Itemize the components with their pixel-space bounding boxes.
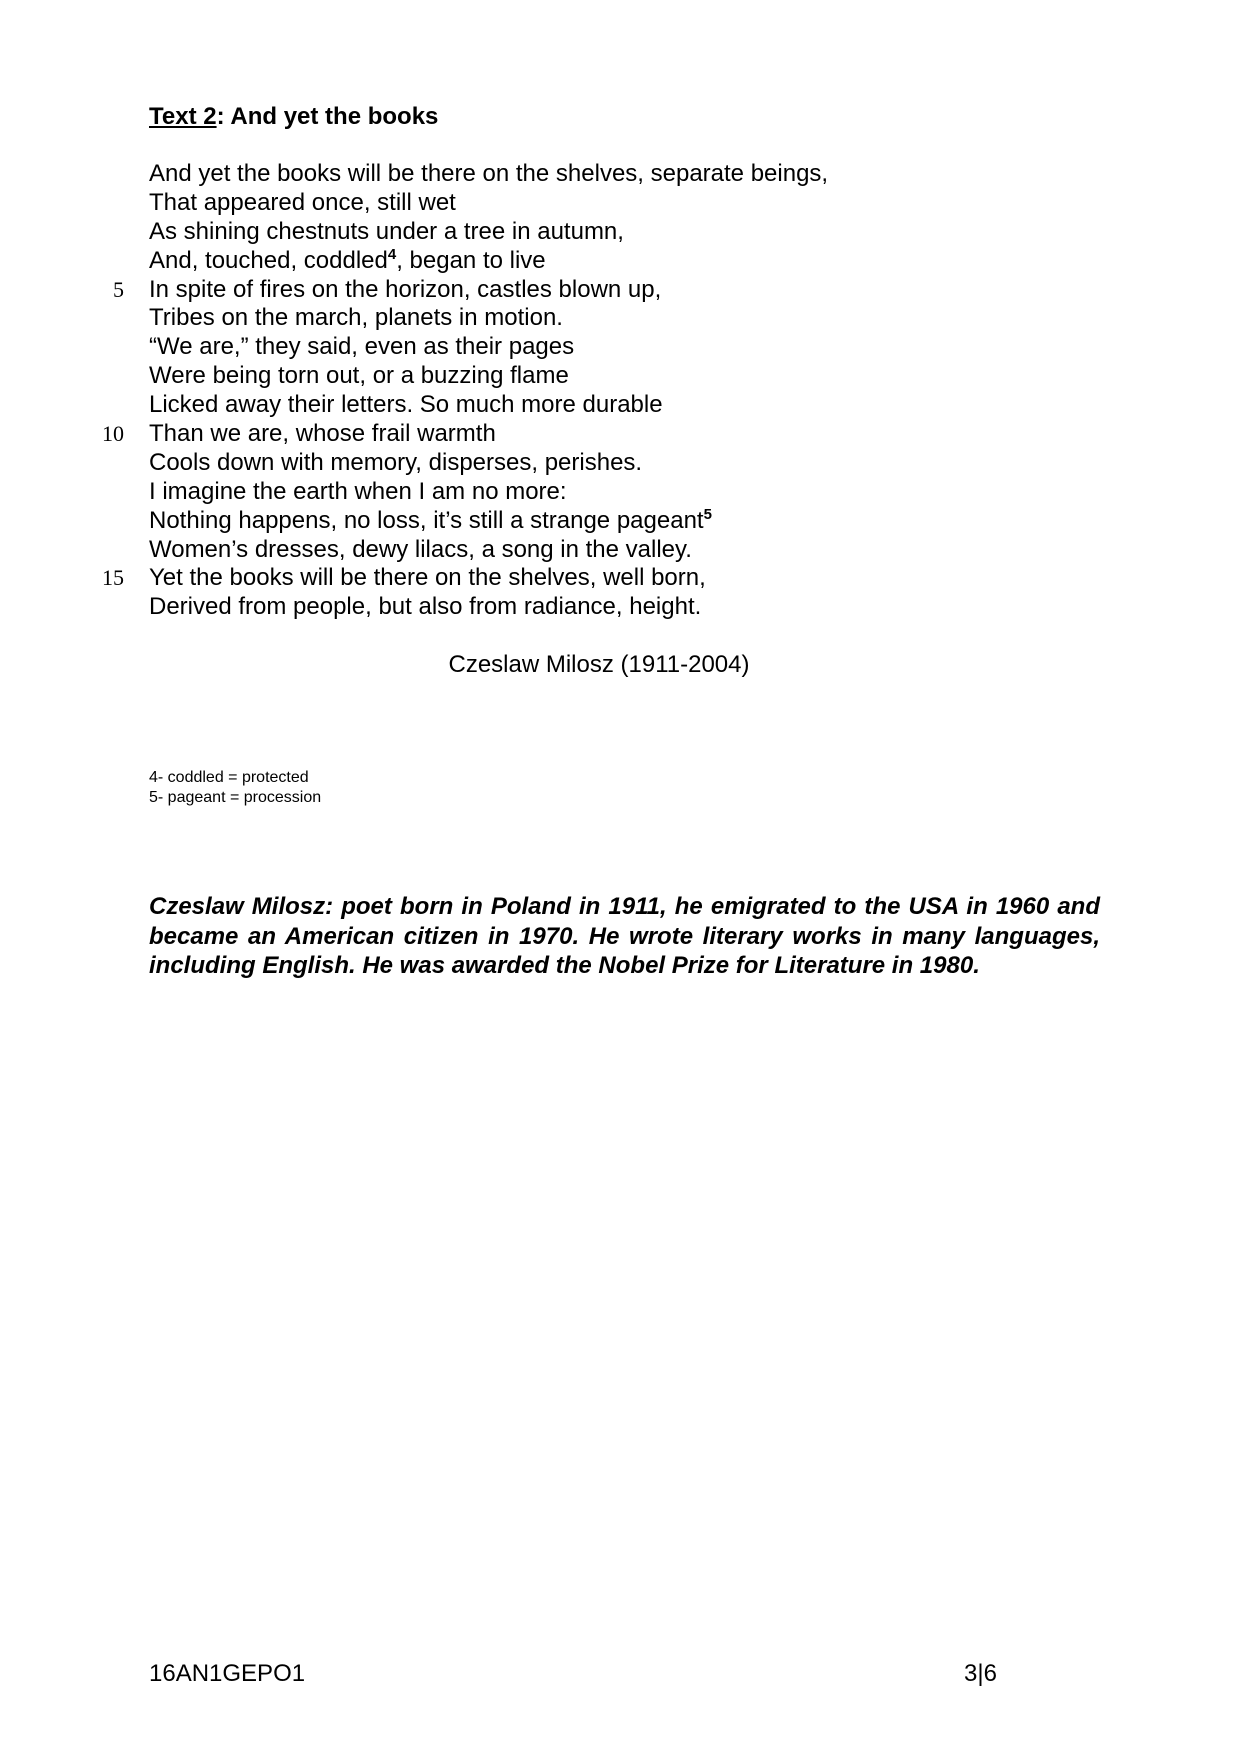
exam-code: 16AN1GEPO1 <box>149 1660 306 1687</box>
poem-line <box>149 449 1049 478</box>
poem-line <box>149 304 1049 333</box>
poem-line <box>113 275 1049 305</box>
poem-line <box>149 362 1049 391</box>
poem-line <box>149 247 1049 276</box>
text-heading <box>149 102 438 132</box>
poem-line <box>149 507 1049 536</box>
poem-line <box>149 189 1049 218</box>
footnote-5: 5- pageant = procession <box>149 788 322 806</box>
line-number: 10 <box>102 421 124 447</box>
heading-separator: : <box>216 103 225 130</box>
line-text: Licked away their letters. So much more durable <box>149 391 663 419</box>
footnote-marker-4: 4 <box>387 245 397 263</box>
line-text <box>149 507 712 534</box>
poem-line <box>149 160 1049 189</box>
line-text: Derived from people, but also from radiance, height. <box>149 593 702 621</box>
poem-line <box>149 391 1049 420</box>
poem-title: And yet the books <box>230 103 439 130</box>
footnote-4: 4- coddled = protected <box>149 769 309 786</box>
footnote-marker-5: 5 <box>703 505 712 523</box>
poem-line <box>102 564 1049 593</box>
poem <box>102 160 1049 622</box>
text-label: Text 2 <box>149 103 217 130</box>
line-number: 5 <box>113 276 124 302</box>
line-text <box>149 247 546 274</box>
line-text: Women’s dresses, dewy lilacs, a song in the valley. <box>149 535 692 563</box>
line-text: Yet the books will be there on the shelves, well born, <box>149 564 706 592</box>
line-text-before: And, touched, coddled <box>149 246 388 274</box>
poem-line <box>149 593 1049 622</box>
line-number: 15 <box>102 565 124 591</box>
author-biography: Czeslaw Milosz: poet born in Poland in 1911, he emigrated to the USA in 1960 and became an American citizen in 1970. He wrote literary works in many languages, including English. He was awarded the Nobel Prize for Literature in 1980. <box>149 893 1100 979</box>
line-text: I imagine the earth when I am no more: <box>149 477 567 505</box>
page-number: 3|6 <box>964 1660 997 1687</box>
poem-line <box>149 478 1049 507</box>
footnotes <box>149 768 321 807</box>
poem-line <box>102 420 1049 449</box>
line-text: Than we are, whose frail warmth <box>149 420 496 448</box>
line-text: In spite of fires on the horizon, castles blown up, <box>149 275 662 303</box>
line-text: Were being torn out, or a buzzing flame <box>149 362 569 390</box>
poem-author: Czeslaw Milosz (1911-2004) <box>448 651 750 678</box>
line-text: And yet the books will be there on the shelves, separate beings, <box>149 160 829 187</box>
line-text: “We are,” they said, even as their pages <box>149 333 575 361</box>
poem-line <box>149 218 1049 247</box>
poem-line <box>149 536 1049 565</box>
line-text-after: , began to live <box>396 246 546 274</box>
line-text: As shining chestnuts under a tree in autumn, <box>149 217 624 245</box>
line-text: Tribes on the march, planets in motion. <box>149 304 563 332</box>
line-text-before: Nothing happens, no loss, it’s still a strange pageant <box>149 506 704 534</box>
line-text: Cools down with memory, disperses, perishes. <box>149 448 643 476</box>
poem-line <box>149 333 1049 362</box>
line-text: That appeared once, still wet <box>149 188 456 216</box>
